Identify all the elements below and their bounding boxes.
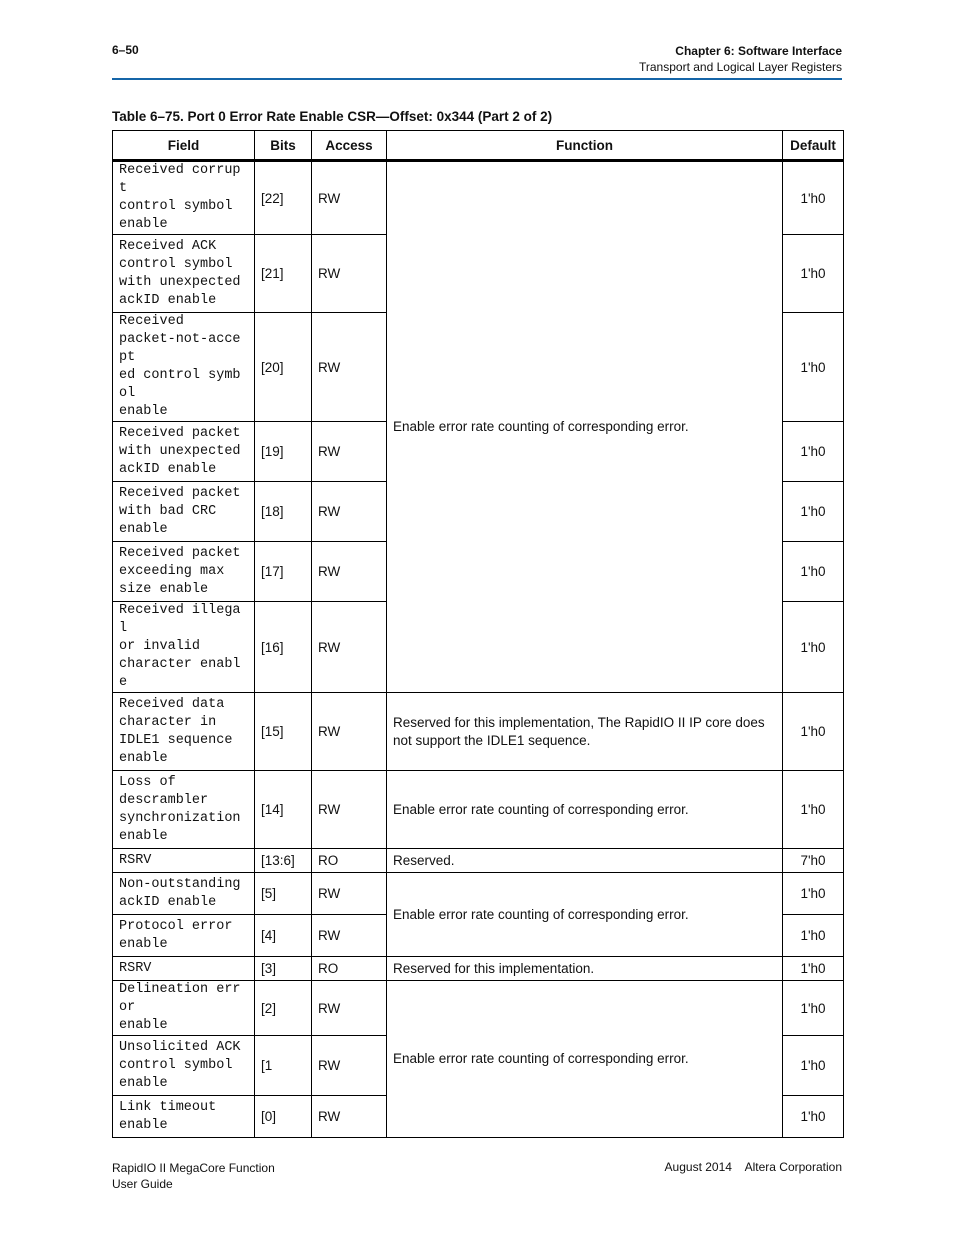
bits-cell: [20] (255, 313, 312, 422)
register-table (112, 130, 844, 1138)
table-row (113, 771, 844, 849)
chapter-title: Chapter 6: Software Interface (675, 44, 842, 58)
table-row (113, 849, 844, 873)
default-cell: 1'h0 (783, 542, 844, 602)
table-row (113, 693, 844, 771)
default-cell: 1'h0 (783, 422, 844, 482)
access-cell: RW (312, 482, 387, 542)
default-cell: 7'h0 (783, 849, 844, 873)
field-cell: Received ACK control symbol with unexpected ackID enable (113, 235, 255, 313)
column-header-default: Default (783, 131, 844, 161)
bits-cell: [17] (255, 542, 312, 602)
footer-product (112, 1160, 275, 1192)
default-cell: 1'h0 (783, 873, 844, 915)
doc-type: User Guide (112, 1177, 173, 1191)
function-cell: Enable error rate counting of corresponding error. (387, 771, 783, 849)
function-cell: Enable error rate counting of corresponding error. (387, 981, 783, 1138)
default-cell: 1'h0 (783, 981, 844, 1036)
access-cell: RW (312, 693, 387, 771)
access-cell: RW (312, 422, 387, 482)
function-cell: Enable error rate counting of corresponding error. (387, 873, 783, 957)
access-cell: RW (312, 915, 387, 957)
bits-cell: [2] (255, 981, 312, 1036)
default-cell: 1'h0 (783, 161, 844, 235)
default-cell: 1'h0 (783, 602, 844, 693)
access-cell: RW (312, 873, 387, 915)
table-row (113, 957, 844, 981)
field-cell: Received illegal or invalid character enable (113, 602, 255, 693)
access-cell: RW (312, 981, 387, 1036)
field-cell: Received corrupt control symbol enable (113, 161, 255, 235)
access-cell: RW (312, 313, 387, 422)
field-cell: Non-outstanding ackID enable (113, 873, 255, 915)
function-cell: Reserved for this implementation. (387, 957, 783, 981)
access-cell: RO (312, 849, 387, 873)
bits-cell: [13:6] (255, 849, 312, 873)
field-cell: Received packet with bad CRC enable (113, 482, 255, 542)
field-cell: Unsolicited ACK control symbol enable (113, 1036, 255, 1096)
bits-cell: [14] (255, 771, 312, 849)
bits-cell: [5] (255, 873, 312, 915)
access-cell: RW (312, 1036, 387, 1096)
page-number: 6–50 (112, 43, 139, 57)
bits-cell: [22] (255, 161, 312, 235)
table-row (113, 161, 844, 235)
running-header (639, 43, 842, 75)
field-cell: Link timeout enable (113, 1096, 255, 1138)
field-cell: Received packet-not-accept ed control symbol enable (113, 313, 255, 422)
default-cell: 1'h0 (783, 313, 844, 422)
default-cell: 1'h0 (783, 482, 844, 542)
bits-cell: [18] (255, 482, 312, 542)
access-cell: RW (312, 161, 387, 235)
field-cell: Received data character in IDLE1 sequence enable (113, 693, 255, 771)
field-cell: RSRV (113, 849, 255, 873)
bits-cell: [15] (255, 693, 312, 771)
table-row (113, 873, 844, 915)
default-cell: 1'h0 (783, 1096, 844, 1138)
bits-cell: [16] (255, 602, 312, 693)
function-cell: Reserved for this implementation, The RapidIO II IP core does not support the IDLE1 sequence. (387, 693, 783, 771)
field-cell: Received packet with unexpected ackID enable (113, 422, 255, 482)
field-cell: RSRV (113, 957, 255, 981)
column-header-field: Field (113, 131, 255, 161)
access-cell: RW (312, 602, 387, 693)
field-cell: Protocol error enable (113, 915, 255, 957)
default-cell: 1'h0 (783, 957, 844, 981)
footer-date-company: August 2014 Altera Corporation (664, 1160, 842, 1174)
table-row (113, 981, 844, 1036)
bits-cell: [0] (255, 1096, 312, 1138)
default-cell: 1'h0 (783, 1036, 844, 1096)
bits-cell: [1 (255, 1036, 312, 1096)
column-header-access: Access (312, 131, 387, 161)
bits-cell: [21] (255, 235, 312, 313)
product-name: RapidIO II MegaCore Function (112, 1161, 275, 1175)
table-caption: Table 6–75. Port 0 Error Rate Enable CSR—Offset: 0x344 (Part 2 of 2) (112, 109, 553, 124)
header-rule (112, 78, 842, 80)
default-cell: 1'h0 (783, 693, 844, 771)
default-cell: 1'h0 (783, 915, 844, 957)
bits-cell: [4] (255, 915, 312, 957)
access-cell: RO (312, 957, 387, 981)
table-header-row (113, 131, 844, 161)
section-title: Transport and Logical Layer Registers (639, 60, 842, 74)
access-cell: RW (312, 542, 387, 602)
field-cell: Received packet exceeding max size enable (113, 542, 255, 602)
access-cell: RW (312, 771, 387, 849)
default-cell: 1'h0 (783, 235, 844, 313)
column-header-function: Function (387, 131, 783, 161)
field-cell: Loss of descrambler synchronization enable (113, 771, 255, 849)
bits-cell: [3] (255, 957, 312, 981)
default-cell: 1'h0 (783, 771, 844, 849)
column-header-bits: Bits (255, 131, 312, 161)
function-cell: Enable error rate counting of corresponding error. (387, 161, 783, 693)
field-cell: Delineation error enable (113, 981, 255, 1036)
access-cell: RW (312, 235, 387, 313)
access-cell: RW (312, 1096, 387, 1138)
function-cell: Reserved. (387, 849, 783, 873)
bits-cell: [19] (255, 422, 312, 482)
